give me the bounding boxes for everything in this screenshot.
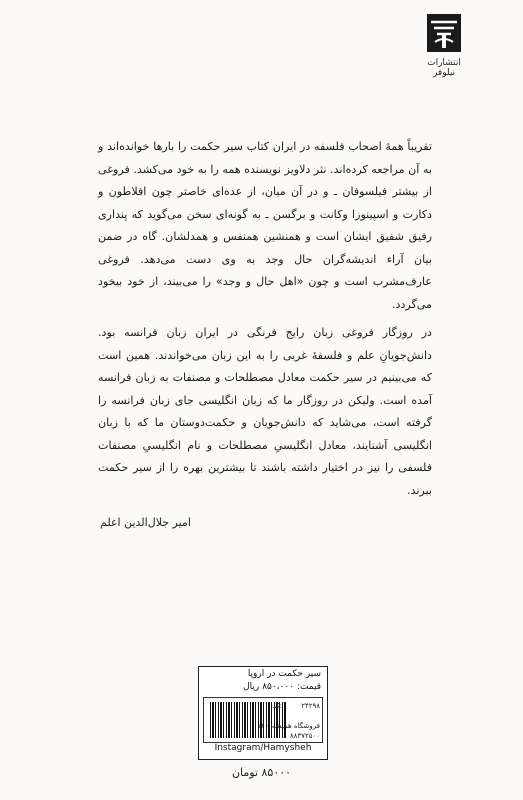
barcode-number: ۲۴۲۹۸ xyxy=(301,702,320,710)
price-sticker xyxy=(198,666,328,760)
barcode-code-label: کد: xyxy=(272,702,282,710)
publisher-name: انتشارات نیلوفر xyxy=(427,58,461,78)
barcode-digits: ۸۸۳۷۲۵۰۰ xyxy=(289,732,320,740)
paragraph-1: تقریباً همهٔ اصحاب فلسفه در ایران کتاب سیر حکمت را بارها خوانده‌اند و به آن مراجعه کرده‌اند. نثر دلاویز نویسنده همه را به خود می‌کشد. فروغی از بیشتر فیلسوفان ـ و در آن میان، از عده‌ای خاصتر چون افلاطون و دکارت و اسپینوزا وکانت و برگسن ـ به گونه‌ای سخن می‌گوید که پنداری رفیق شفیق ایشان است و همنشین همنفس و همدلشان. گاه در ضمن بیان آراء اندیشه‌گران حال وجد به وی دست می‌دهد. فروغی عارف‌مشرب است و چون «اهل حال و وجد» را می‌بیند، از خود بیخود می‌گردد. xyxy=(98,140,432,311)
sticker-title: سیر حکمت در اروپا xyxy=(247,669,321,679)
paragraph-2: در روزگار فروغی زبان رایج فرنگی در ایران زبان فرانسه بود. دانش‌جویانِ علم و فلسفهٔ غربی را به این زبان می‌خواندند. همین است که می‌بینیم در سیر حکمت معادل مصطلحات و مصنفات به زبان فرانسه آمده است. ولیکن در روزگار ما که زبان انگلیسی جای زبان فرانسه را گرفته است، می‌شاید که دانش‌جویان و حکمت‌دوستان ما که با زبان انگلیسی آشنایند، معادل انگلیسیِ مصطلحات و نام انگلیسیِ مصنفات فلسفی را نیز در اختیار داشته باشند تا بیشترین بهره را از سیر حکمت ببرند. xyxy=(98,326,432,497)
nilufar-publisher-logo-icon xyxy=(427,14,461,52)
barcode-box xyxy=(203,697,323,743)
sticker-price: قیمت: ۸۵۰،۰۰۰ ریال xyxy=(243,682,321,692)
author-signature: امیر جلال‌الدین اعلم xyxy=(100,516,191,529)
sticker-store: Instagram/Hamysheh xyxy=(214,743,312,753)
cover-price: ۸۵۰۰۰ تومان xyxy=(231,766,292,779)
barcode-store-line: فروشگاه همیشه - ۱۶ xyxy=(257,722,320,730)
back-cover-text xyxy=(98,136,432,502)
publisher-logo xyxy=(418,14,470,80)
